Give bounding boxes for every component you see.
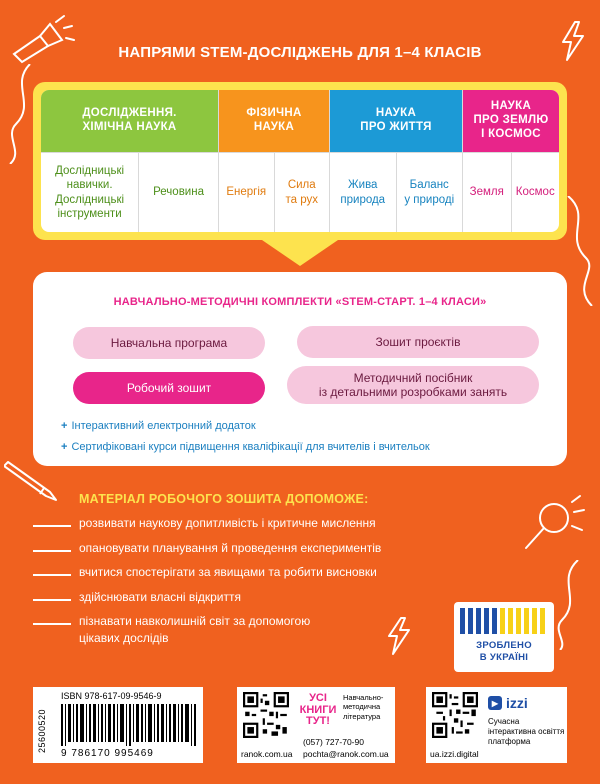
direction-sub xyxy=(275,152,330,232)
qr-code-icon xyxy=(432,692,478,738)
publisher-description: Навчально- методична література xyxy=(343,693,384,721)
badge-line: В УКРАЇНІ xyxy=(479,651,529,663)
direction-sub xyxy=(463,152,512,232)
curl-doodle-bottom xyxy=(548,560,588,650)
direction-sub xyxy=(397,152,463,232)
plus-icon: + xyxy=(61,441,68,453)
direction-head-label: ДОСЛІДЖЕННЯ. ХІМІЧНА НАУКА xyxy=(82,107,177,133)
direction-head-label: НАУКА ПРО ЗЕМЛЮ І КОСМОС xyxy=(473,100,549,140)
kit-extra-item xyxy=(61,441,430,453)
page-title: НАПРЯМИ STEM-ДОСЛІДЖЕНЬ ДЛЯ 1–4 КЛАСІВ xyxy=(118,44,482,61)
direction-head-label: ФІЗИЧНА НАУКА xyxy=(246,107,302,133)
isbn-box xyxy=(33,687,203,763)
material-item: пізнавати навколишній світ за допомогою цікавих дослідів xyxy=(79,614,311,645)
izzi-box xyxy=(426,687,567,763)
isbn-vertical-code: 25600520 xyxy=(37,708,47,753)
direction-sub-label: Жива природа xyxy=(340,179,386,206)
barcode-number: 9 786170 995469 xyxy=(61,748,154,759)
badge-line: ЗРОБЛЕНО xyxy=(476,640,532,651)
direction-head xyxy=(41,90,218,152)
kit-extra-label: Інтерактивний електронний додаток xyxy=(71,420,256,432)
publisher-phone: (057) 727-70-90 xyxy=(303,737,364,747)
direction-sub xyxy=(512,152,560,232)
direction-research-chemistry xyxy=(41,90,219,232)
izzi-logo xyxy=(488,695,528,711)
izzi-description: Сучасна інтерактивна освіття платформа xyxy=(488,717,565,746)
direction-sub-label: Дослідницькі навички. Дослідницькі інструменти xyxy=(55,164,125,220)
direction-sub-label: Сила та рух xyxy=(285,179,318,206)
kit-projects: Зошит проєктів xyxy=(297,326,539,358)
publisher-site: ranok.com.ua xyxy=(241,749,293,759)
bullet-line xyxy=(33,574,71,576)
bullet-line xyxy=(33,599,71,601)
direction-head xyxy=(330,90,462,152)
badge-text xyxy=(454,640,554,664)
direction-sub-label: Баланс у природі xyxy=(404,179,455,206)
direction-sub-label: Земля xyxy=(469,186,504,199)
direction-sub xyxy=(330,152,397,232)
publisher-logo: УСІ КНИГИ ТУТ! xyxy=(299,692,337,728)
direction-physics xyxy=(219,90,330,232)
material-title: МАТЕРІАЛ РОБОЧОГО ЗОШИТА ДОПОМОЖЕ: xyxy=(79,492,369,506)
direction-sub-label: Космос xyxy=(515,186,555,199)
kit-extra-item xyxy=(61,420,256,432)
direction-head xyxy=(219,90,329,152)
directions-table xyxy=(41,90,559,232)
barcode-icon xyxy=(61,704,197,746)
kit-program: Навчальна програма xyxy=(73,327,265,359)
material-item: розвивати наукову допитливість і критичне мислення xyxy=(79,516,376,530)
material-item: здійснювати власні відкриття xyxy=(79,590,241,604)
made-in-ukraine-badge xyxy=(454,602,554,672)
curl-doodle-right xyxy=(562,196,600,306)
lightning-doodle-bottom xyxy=(381,616,415,656)
play-icon: ▶ xyxy=(488,696,502,710)
direction-sub-label: Енергія xyxy=(226,186,267,199)
directions-card xyxy=(33,82,567,240)
direction-sub-label: Речовина xyxy=(153,186,204,199)
isbn-label: ISBN 978-617-09-9546-9 xyxy=(61,691,162,701)
flag-stripes-icon xyxy=(460,608,545,634)
plus-icon: + xyxy=(61,420,68,432)
direction-head-label: НАУКА ПРО ЖИТТЯ xyxy=(360,107,432,133)
direction-earth-space xyxy=(463,90,559,232)
kits-title: НАВЧАЛЬНО-МЕТОДИЧНІ КОМПЛЕКТИ «STEM-СТАРТ. 1–4 КЛАСИ» xyxy=(113,296,487,308)
kit-extra-label: Сертифіковані курси підвищення кваліфікації для вчителів і вчительок xyxy=(71,441,430,453)
bullet-line xyxy=(33,623,71,625)
publisher-box xyxy=(237,687,395,763)
kit-guide: Методичний посібник із детальними розробками занять xyxy=(287,366,539,404)
kit-workbook: Робочий зошит xyxy=(73,372,265,404)
magnifier-doodle xyxy=(518,494,588,554)
direction-sub xyxy=(41,152,139,232)
kits-card xyxy=(33,272,567,466)
direction-head xyxy=(463,90,559,152)
izzi-site: ua.izzi.digital xyxy=(430,749,479,759)
direction-sub xyxy=(219,152,275,232)
qr-code-icon xyxy=(243,692,289,738)
direction-sub xyxy=(139,152,218,232)
direction-life-science xyxy=(330,90,463,232)
material-item: опановувати планування й проведення експериментів xyxy=(79,541,382,555)
izzi-logo-text: izzi xyxy=(506,695,528,711)
publisher-email: pochta@ranok.com.ua xyxy=(303,749,389,759)
bullet-line xyxy=(33,525,71,527)
down-arrow-icon xyxy=(262,240,338,266)
material-item: вчитися спостерігати за явищами та робити висновки xyxy=(79,565,377,579)
bullet-line xyxy=(33,550,71,552)
